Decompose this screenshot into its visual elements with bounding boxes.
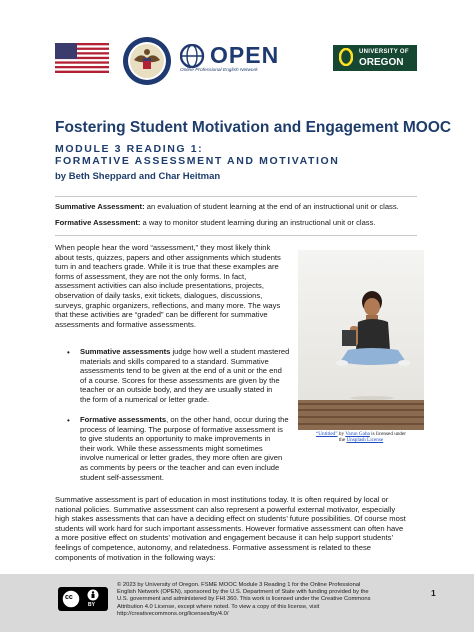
bullet-summative: [67, 347, 297, 407]
caption-author-link[interactable]: Varun Gaba: [345, 431, 370, 437]
module-heading-line2: FORMATIVE ASSESSMENT AND MOTIVATION: [55, 155, 340, 167]
creative-commons-badge: [58, 587, 108, 611]
text-line: © 2023 by University of Oregon. FSME MOOC Module 3 Reading 1 for the Online Professional: [117, 582, 361, 588]
copyright-notice: [117, 582, 413, 618]
text-line: surveys, graphic organizers, reflections, and many more. The ways: [55, 300, 281, 310]
closing-paragraph: [55, 495, 435, 562]
text-line: English Network (OPEN), sponsored by the U.S. Department of State with funding provided by the: [117, 589, 369, 596]
definition-text: an evaluation of student learning at the end of an instructional unit or class.: [144, 202, 399, 211]
bullet-term: Formative assessments: [80, 415, 167, 424]
text-line: assessment activities can also include presentations, projects,: [55, 281, 264, 291]
cc-icon-label: cc: [65, 594, 73, 601]
us-flag-logo: [55, 43, 109, 73]
definition-text: a way to monitor student learning during an instructional unit or class.: [140, 218, 376, 227]
uo-logo-line1: UNIVERSITY OF: [359, 49, 409, 55]
text-line: U.S. government and administered by FHI 360. This work is licensed under the Creative Commons: [117, 596, 371, 603]
text-line: Attribution 4.0 License, except where noted. To view a copy of this license, visit: [117, 603, 320, 610]
text-line: teacher or an outside body, and they are usually stated in: [80, 385, 273, 395]
open-logo-subtitle: Online Professional English Network: [180, 68, 258, 73]
bullet-dot: •: [67, 416, 70, 425]
text-line: forms of assessment, they are not the only forms. In fact,: [55, 271, 247, 281]
author-byline: by Beth Sheppard and Char Heitman: [55, 171, 221, 182]
department-of-state-seal-logo: [122, 36, 172, 86]
text-line: about tests, quizzes, papers and other assignments which students: [55, 252, 281, 262]
caption-text: the: [338, 437, 347, 444]
caption-license-link[interactable]: Unsplash License: [346, 437, 384, 444]
license-link[interactable]: http://creativecommons.org/licenses/by/4.0/: [117, 610, 229, 617]
caption-title-link[interactable]: “Untitled”: [315, 431, 338, 437]
bullet-text: [80, 347, 294, 405]
text-span: judge how well a student mastered: [170, 347, 290, 356]
globe-icon: [180, 44, 208, 68]
university-of-oregon-logo: [333, 45, 417, 71]
open-logo: [180, 42, 280, 78]
text-line: turn in and teachers grade. While it is true that these examples are: [55, 262, 279, 272]
text-line: their work. While these assessments might sometimes: [80, 443, 263, 453]
oregon-o-icon: [339, 48, 353, 66]
text-span: , on the other hand, occur during the: [166, 415, 289, 424]
definitions-top-rule: [55, 196, 417, 197]
text-line: process of learning. The purpose of formative assessment is: [80, 424, 283, 434]
text-line: [80, 415, 294, 425]
text-line: of a course. Scores for these assessments are given by the: [80, 375, 280, 385]
open-logo-text: OPEN: [210, 42, 280, 68]
caption-text: is licensed under: [369, 431, 407, 437]
text-line: students will work hard for such important assessments. However formative assessment can often have: [55, 523, 404, 533]
text-line: involve numerical or letter grades, they more often are given: [80, 453, 283, 463]
text-line: [80, 347, 294, 357]
uo-logo-line2: OREGON: [359, 57, 404, 68]
text-line: as comments by peers or the teacher and can even include: [80, 462, 280, 472]
text-line: components of motivation in the following ways:: [55, 552, 216, 562]
definitions-bottom-rule: [55, 235, 417, 236]
by-label: BY: [88, 602, 95, 608]
definition-summative: [55, 202, 399, 211]
document-title: Fostering Student Motivation and Engagement MOOC: [55, 119, 452, 136]
text-line: the form of a numerical or letter grade.: [80, 394, 210, 404]
intro-paragraph: [55, 243, 295, 329]
bullet-term: Summative assessments: [80, 347, 171, 356]
text-line: that these activities are “graded” can be different for summative: [55, 310, 268, 320]
text-line: materials and skills compared to a standard. Summative: [80, 356, 269, 366]
text-line: When people hear the word “assessment,” they most likely think: [55, 243, 271, 252]
page-footer: [0, 574, 474, 632]
attribution-person-icon: [87, 589, 99, 601]
definition-term: Summative Assessment:: [55, 202, 145, 211]
text-line: Summative assessment is part of education in most institutions today. It is often required by local or: [55, 495, 389, 504]
bullet-formative: [67, 415, 297, 485]
bullet-dot: •: [67, 348, 70, 357]
text-line: to give students an opportunity to make improvements in: [80, 434, 271, 444]
text-line: student self-assessment.: [80, 472, 164, 482]
student-photo: [298, 250, 424, 430]
text-line: high stakes assessments that can have a deciding effect on students’ future possibilities. Of course most: [55, 514, 406, 524]
definition-formative: [55, 218, 376, 227]
text-line: national policies. Summative assessment can also represent a powerful external motivator, especially: [55, 504, 396, 514]
caption-text: by: [337, 431, 346, 437]
text-line: assessments tend to be given at the end of a unit or the end: [80, 366, 282, 376]
definition-term: Formative Assessment:: [55, 218, 141, 227]
text-line: assessments and formative assessments.: [55, 319, 196, 329]
module-heading-line1: MODULE 3 READING 1:: [55, 143, 204, 155]
photo-caption: [298, 431, 424, 444]
text-line: observation of daily tasks, exit tickets, dialogues, discussions,: [55, 290, 263, 300]
page-number: 1: [431, 588, 436, 598]
text-line: feelings of competence, autonomy, and relatedness. Formative assessment is related to these: [55, 542, 372, 552]
text-line: a more positive effect on students’ motivation and engagement because it can help support students’: [55, 533, 394, 543]
bullet-text: [80, 415, 294, 482]
